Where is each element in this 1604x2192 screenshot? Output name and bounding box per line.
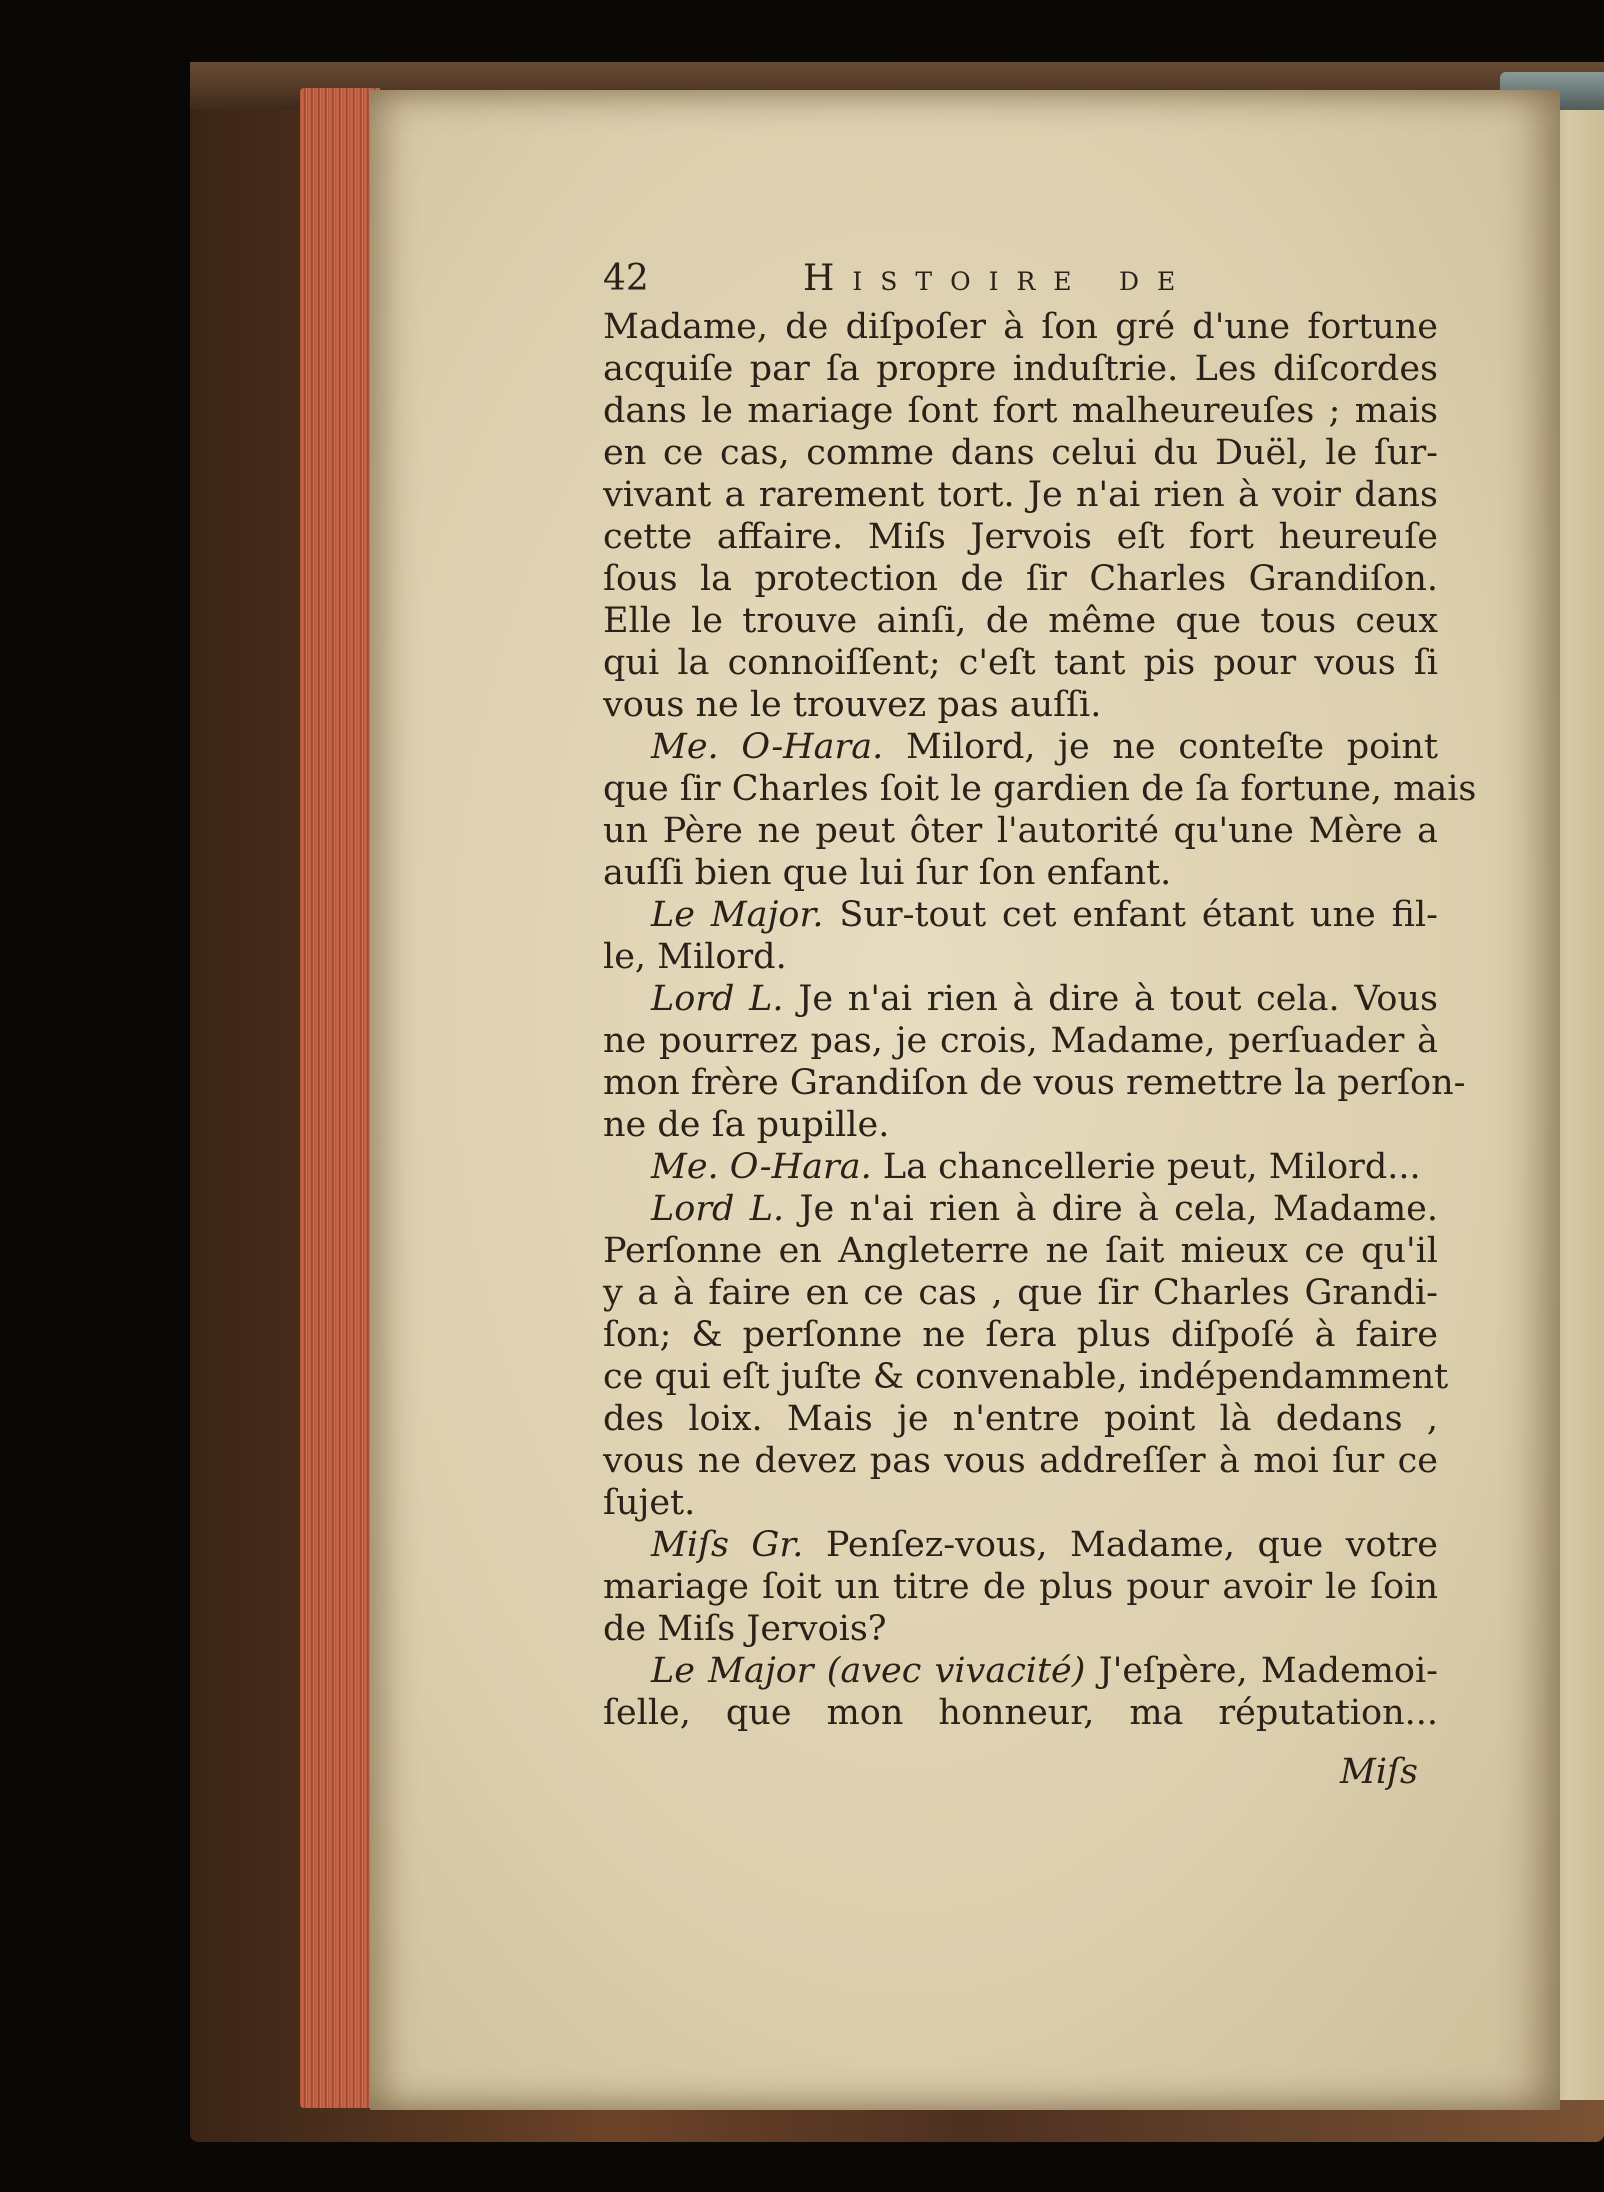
text-line	[603, 978, 1438, 1020]
text-line	[603, 1146, 1438, 1188]
line-text: en ce cas, comme dans celui du Duël, le ſur-	[603, 433, 1438, 473]
line-text: Penſez-vous, Madame, que votre	[825, 1525, 1438, 1565]
text-line	[603, 1398, 1438, 1440]
line-text: J'eſpère, Mademoi-	[1098, 1651, 1439, 1691]
line-text: un Père ne peut ôter l'autorité qu'une Mère a	[603, 811, 1438, 851]
line-text: Elle le trouve ainſi, de même que tous ceux	[603, 601, 1438, 641]
page-header	[603, 258, 1438, 302]
text-line	[603, 1692, 1438, 1734]
text-line	[603, 1062, 1466, 1104]
text-line	[603, 768, 1477, 810]
line-text: ſelle, que mon honneur, ma réputation...	[603, 1693, 1438, 1733]
line-text: ſujet.	[603, 1483, 696, 1523]
speaker-name: Lord L.	[651, 979, 784, 1019]
text-line	[603, 1020, 1438, 1062]
text-line	[603, 390, 1438, 432]
line-text: La chancellerie peut, Milord...	[882, 1147, 1421, 1187]
line-text: ne de ſa pupille.	[603, 1105, 890, 1145]
text-line	[603, 1356, 1449, 1398]
line-text: le, Milord.	[603, 937, 787, 977]
text-line	[603, 1230, 1438, 1272]
catchword: Miſs	[1340, 1752, 1418, 1792]
page-body	[603, 306, 1477, 1734]
text-line	[603, 684, 1438, 726]
speaker-name: Le Major (avec vivacité)	[651, 1651, 1086, 1691]
running-title: Histoire de	[803, 258, 1194, 299]
line-text: acquiſe par ſa propre induſtrie. Les diſcordes	[603, 349, 1438, 389]
line-text: ſous la protection de ſir Charles Grandiſon.	[603, 559, 1438, 599]
text-line	[603, 894, 1438, 936]
text-line	[603, 810, 1438, 852]
speaker-name: Me. O-Hara.	[651, 727, 884, 767]
line-text: de Miſs Jervois?	[603, 1609, 887, 1649]
text-line	[603, 1314, 1438, 1356]
line-text: vivant a rarement tort. Je n'ai rien à voir dans	[603, 475, 1438, 515]
line-text: mariage ſoit un titre de plus pour avoir le ſoin	[603, 1567, 1438, 1607]
line-text: ſon; & perſonne ne ſera plus diſpoſé à faire	[603, 1315, 1438, 1355]
text-line	[603, 516, 1438, 558]
text-line	[603, 558, 1438, 600]
line-text: dans le mariage ſont fort malheureuſes ; mais	[603, 391, 1438, 431]
line-text: Sur-tout cet enfant étant une fil-	[839, 895, 1438, 935]
line-text: mon frère Grandiſon de vous remettre la perſon-	[603, 1063, 1466, 1103]
line-text: ce qui eſt juſte & convenable, indépendamment	[603, 1357, 1449, 1397]
text-line	[603, 642, 1438, 684]
speaker-name: Le Major.	[651, 895, 824, 935]
speaker-name: Lord L.	[651, 1189, 785, 1229]
text-line	[603, 348, 1438, 390]
text-line	[603, 852, 1438, 894]
speaker-name: Me. O-Hara.	[651, 1147, 872, 1187]
text-line	[603, 1608, 1438, 1650]
text-line	[603, 600, 1438, 642]
line-text: cette affaire. Miſs Jervois eſt fort heureuſe	[603, 517, 1438, 557]
text-line	[603, 1188, 1438, 1230]
page-edges	[300, 88, 380, 2108]
line-text: Je n'ai rien à dire à tout cela. Vous	[798, 979, 1438, 1019]
line-text: vous ne le trouvez pas auſſi.	[603, 685, 1102, 725]
text-line	[603, 1440, 1438, 1482]
line-text: vous ne devez pas vous addreſſer à moi ſur ce	[603, 1441, 1438, 1481]
text-line	[603, 726, 1438, 768]
text-line	[603, 1566, 1438, 1608]
line-text: des loix. Mais je n'entre point là dedans ,	[603, 1399, 1438, 1439]
text-line	[603, 1524, 1438, 1566]
page-number: 42	[603, 258, 649, 299]
text-line	[603, 474, 1438, 516]
line-text: que ſir Charles ſoit le gardien de ſa fortune, mais	[603, 769, 1477, 809]
line-text: Madame, de diſpoſer à ſon gré d'une fortune	[603, 307, 1438, 347]
line-text: Milord, je ne conteſte point	[905, 727, 1438, 767]
line-text: Perſonne en Angleterre ne ſait mieux ce qu'il	[603, 1231, 1438, 1271]
text-line	[603, 936, 1438, 978]
speaker-name: Miſs Gr.	[651, 1525, 804, 1565]
line-text: auſſi bien que lui ſur ſon enfant.	[603, 853, 1172, 893]
line-text: y a à faire en ce cas , que ſir Charles Grandi-	[603, 1273, 1438, 1313]
text-line	[603, 1650, 1438, 1692]
line-text: ne pourrez pas, je crois, Madame, perſuader à	[603, 1021, 1438, 1061]
text-line	[603, 432, 1438, 474]
line-text: qui la connoiſſent; c'eſt tant pis pour vous ſi	[603, 643, 1438, 683]
line-text: Je n'ai rien à dire à cela, Madame.	[799, 1189, 1438, 1229]
text-line	[603, 1104, 1438, 1146]
text-line	[603, 1482, 1438, 1524]
text-line	[603, 306, 1438, 348]
text-line	[603, 1272, 1438, 1314]
